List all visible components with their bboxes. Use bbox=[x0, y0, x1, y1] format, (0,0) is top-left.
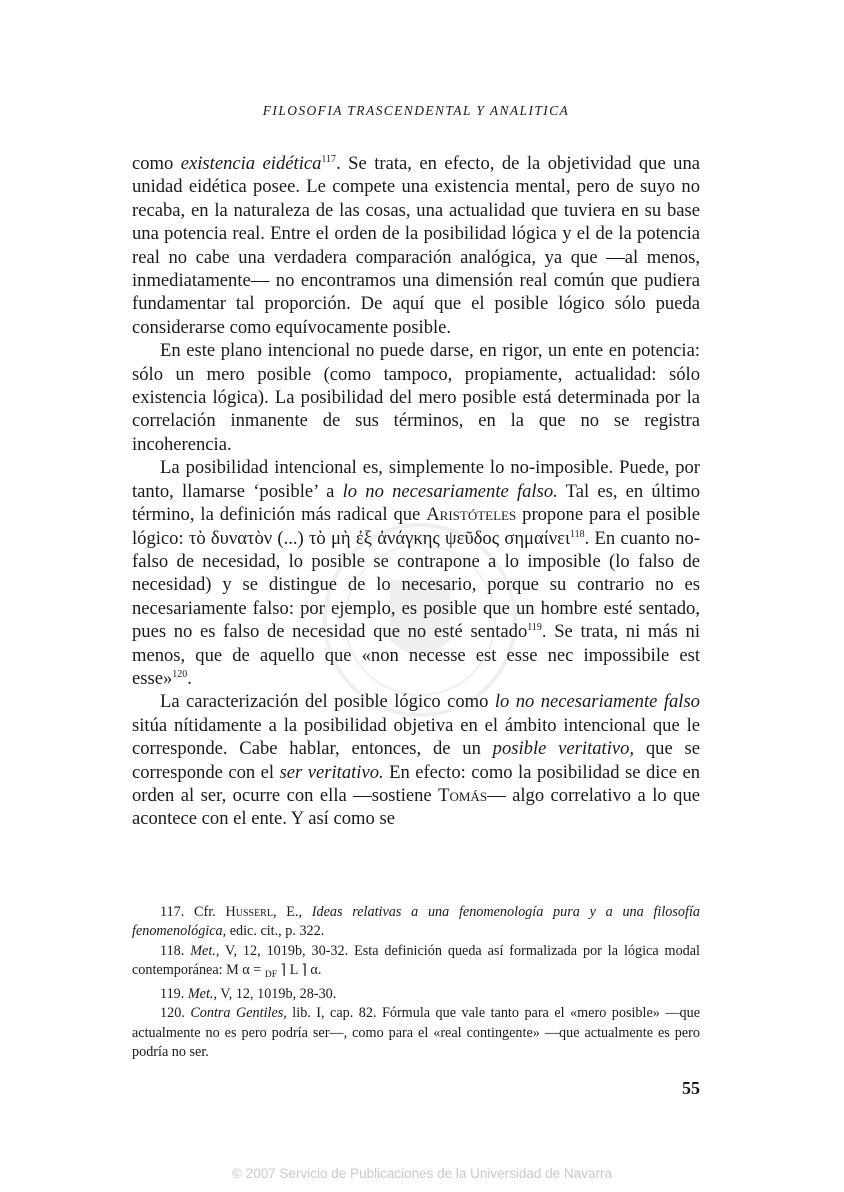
emphasis: lo no necesariamente falso bbox=[494, 691, 700, 713]
author-name: Tomás bbox=[438, 784, 488, 806]
paragraph-4: La caracterización del posible lógico como lo no necesariamente falso sitúa nítidamente a la posibilidad objetiva en el ámbito intencional que le corresponde. Cabe hablar, entonces, de un posible veritativo, que se corresponde con el ser veritativo. En efecto: como la posibilidad se dice en orden al ser, ocurre con ella —sostiene Tomás— algo correlativo a lo que acontece con el ente. Y así como se bbox=[132, 691, 700, 830]
footnote-ref-118[interactable]: 118 bbox=[570, 528, 585, 540]
work-title: Contra Gentiles, bbox=[190, 1005, 287, 1022]
emphasis: lo no necesariamente falso. bbox=[342, 480, 558, 502]
work-title: Met., bbox=[187, 986, 218, 1003]
author-name: Aristóteles bbox=[426, 504, 517, 526]
author-name: Husserl bbox=[225, 904, 273, 920]
emphasis: existencia eidética bbox=[180, 153, 322, 174]
footnote-120: 120. Contra Gentiles, lib. I, cap. 82. Fórmula que vale tanto para el «mero posible» —que actualmente no es pero podría ser—, como para el «real contingente» —que actualmente es pero podría no ser. bbox=[132, 1005, 700, 1061]
footnote-ref-117[interactable]: 117 bbox=[321, 154, 337, 165]
df-subscript: DF bbox=[264, 969, 277, 980]
work-title: Ideas relativas a una fenomenología pura y a una filosofía fenomenológica, bbox=[132, 904, 700, 940]
footnote-ref-120[interactable]: 120 bbox=[172, 668, 188, 680]
footnotes bbox=[132, 903, 700, 1062]
copyright-watermark: © 2007 Servicio de Publicaciones de la Universidad de Navarra bbox=[232, 1166, 612, 1181]
paragraph-1: como existencia eidética$^{117}$. Se trata, en efecto, de la objetividad que una unidad eidética posee. Le compete una existencia mental, pero de suyo no recaba, en la naturaleza de las cosas, una actualidad que tuviera en su base una potencia real. Entre el orden de la posibilidad lógica y el de la potencia real no cabe una verdadera comparación analógica, ya que —al menos, inmediatamente— no encontramos una dimensión real común que pudiera fundamentar tal proporción. De aquí que el posible lógico sólo pueda considerarse como equívocamente posible. bbox=[132, 153, 700, 338]
paragraph-2: En este plano intencional no puede darse, en rigor, un ente en potencia: sólo un mero posible (como tampoco, propiamente, actualidad: sólo existencia lógica). La posibilidad del mero posible está determinada por la correlación inmanente de sus términos, en la que no se registra incoherencia. bbox=[132, 340, 700, 455]
page-number: 55 bbox=[682, 1078, 700, 1098]
footnote-117: 117. Cfr. Husserl, E., Ideas relativas a una fenomenología pura y a una filosofía fenomenológica, edic. cit., p. 322. bbox=[132, 904, 700, 940]
footnote-ref-119[interactable]: 119 bbox=[527, 622, 542, 634]
paragraph-3: La posibilidad intencional es, simplemente lo no-imposible. Puede, por tanto, llamarse ‘posible’ a lo no necesariamente falso. Tal es, en último término, la definición más radical que Aristóteles propone para el posible lógico: τὸ δυνατὸν (...) τὸ μὴ ἐξ ἀνάγκης ψεῦδος σημαίνει$^{118}$. En cuanto no-falso de necesidad, lo posible se contrapone a lo imposible (lo falso de necesidad) y se distingue de lo necesario, porque su contrario no es necesariamente falso: por ejemplo, es posible que un hombre esté sentado, pues no es falso de necesidad que no esté sentado$^{119}$. Se trata, ni más ni menos, que de aquello que «non necesse est esse nec impossibile est esse»$^{120}$. bbox=[132, 457, 700, 689]
work-title: Met., bbox=[190, 942, 220, 959]
emphasis: posible veritativo, bbox=[492, 738, 635, 760]
emphasis: ser veritativo. bbox=[279, 761, 384, 783]
footnote-118: 118. Met., V, 12, 1019b, 30-32. Esta definición queda así formalizada por la lógica modal contemporánea: M α = $_{DF}$ ⌉ L ⌉ α. bbox=[132, 942, 700, 980]
footnote-119: 119. Met., V, 12, 1019b, 28-30. bbox=[160, 986, 337, 1003]
running-header: FILOSOFIA TRASCENDENTAL Y ANALITICA bbox=[262, 103, 570, 118]
main-text bbox=[132, 152, 700, 831]
